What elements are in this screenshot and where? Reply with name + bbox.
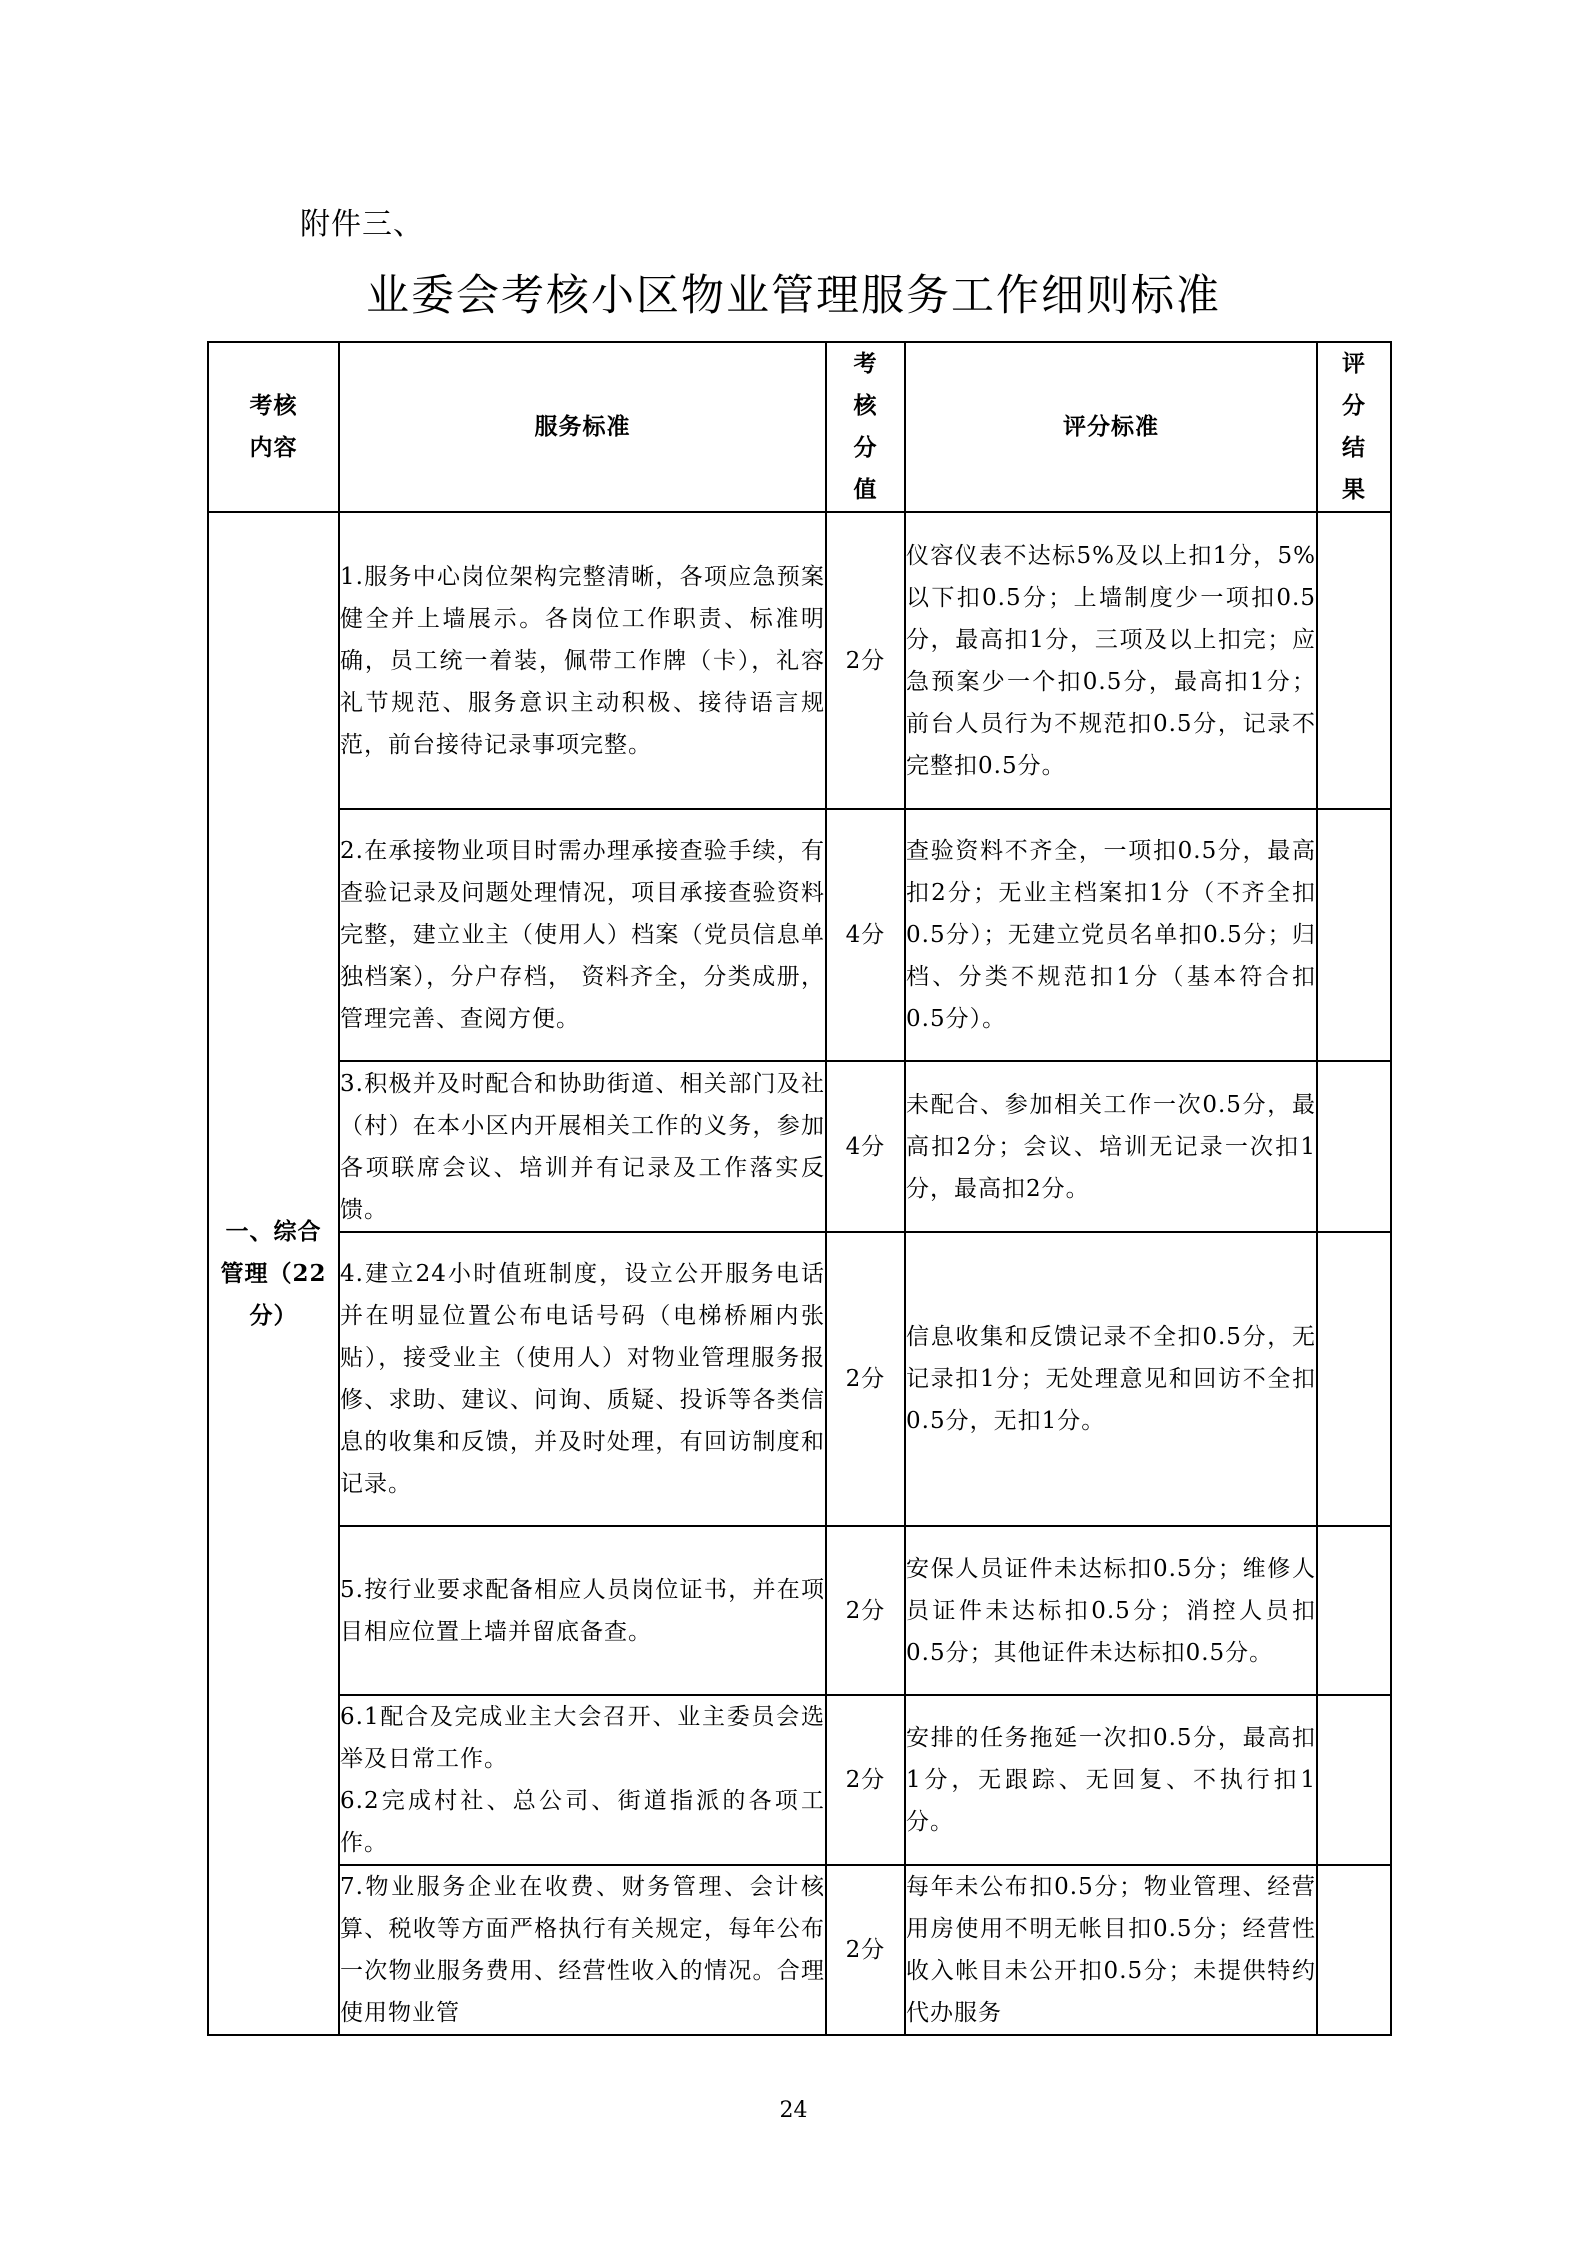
scoring-criteria-cell: 每年未公布扣0.5分；物业管理、经营用房使用不明无帐目扣0.5分；经营性收入帐目未公开扣0.5分；未提供特约代办服务 [905,1865,1317,2035]
scoring-criteria-cell: 安排的任务拖延一次扣0.5分，最高扣1分，无跟踪、无回复、不执行扣1分。 [905,1695,1317,1865]
result-cell [1317,1232,1391,1526]
table-row [208,1526,1391,1695]
scoring-criteria-cell: 仪容仪表不达标5%及以上扣1分，5%以下扣0.5分；上墙制度少一项扣0.5分，最高扣1分，三项及以上扣完；应急预案少一个扣0.5分，最高扣1分；前台人员行为不规范扣0.5分，记录不完整扣0.5分。 [905,512,1317,809]
header-result: 评分结果 [1317,342,1391,512]
service-standard-cell: 2.在承接物业项目时需办理承接查验手续，有查验记录及问题处理情况，项目承接查验资料完整，建立业主（使用人）档案（党员信息单独档案），分户存档， 资料齐全，分类成册，管理完善、查阅方便。 [339,809,826,1061]
header-score: 考核分值 [826,342,905,512]
score-cell: 2分 [826,1865,905,2035]
page-number: 24 [779,2098,808,2123]
score-cell: 2分 [826,512,905,809]
result-cell [1317,1865,1391,2035]
scoring-criteria-cell: 信息收集和反馈记录不全扣0.5分，无记录扣1分；无处理意见和回访不全扣0.5分，无扣1分。 [905,1232,1317,1526]
service-standard-cell: 4.建立24小时值班制度，设立公开服务电话并在明显位置公布电话号码（电梯桥厢内张贴），接受业主（使用人）对物业管理服务报修、求助、建议、问询、质疑、投诉等各类信息的收集和反馈，并及时处理，有回访制度和记录。 [339,1232,826,1526]
table-row [208,512,1391,809]
assessment-table [207,341,1392,2036]
score-cell: 2分 [826,1526,905,1695]
result-cell [1317,1695,1391,1865]
scoring-criteria-cell: 未配合、参加相关工作一次0.5分，最高扣2分；会议、培训无记录一次扣1分，最高扣2分。 [905,1061,1317,1232]
score-cell: 2分 [826,1232,905,1526]
table-row [208,1232,1391,1526]
table-row [208,1865,1391,2035]
header-criteria: 评分标准 [905,342,1317,512]
service-standard-cell: 3.积极并及时配合和协助街道、相关部门及社（村）在本小区内开展相关工作的义务，参加各项联席会议、培训并有记录及工作落实反馈。 [339,1061,826,1232]
result-cell [1317,809,1391,1061]
document-title: 业委会考核小区物业管理服务工作细则标准 [366,271,1221,321]
scoring-criteria-cell: 安保人员证件未达标扣0.5分；维修人员证件未达标扣0.5分；消控人员扣0.5分；其他证件未达标扣0.5分。 [905,1526,1317,1695]
service-standard-cell: 6.1配合及完成业主大会召开、业主委员会选举及日常工作。 6.2完成村社、总公司、街道指派的各项工作。 [339,1695,826,1865]
annex-label: 附件三、 [300,207,424,242]
service-standard-cell: 7.物业服务企业在收费、财务管理、会计核算、税收等方面严格执行有关规定，每年公布一次物业服务费用、经营性收入的情况。合理使用物业管 [339,1865,826,2035]
result-cell [1317,1061,1391,1232]
table-header-row [208,342,1391,512]
category-cell: 一、综合管理（22分） [208,512,339,2035]
service-standard-cell: 1.服务中心岗位架构完整清晰，各项应急预案健全并上墙展示。各岗位工作职责、标准明确，员工统一着装，佩带工作牌（卡），礼容礼节规范、服务意识主动积极、接待语言规范，前台接待记录事项完整。 [339,512,826,809]
score-cell: 4分 [826,809,905,1061]
scoring-criteria-cell: 查验资料不齐全，一项扣0.5分，最高扣2分；无业主档案扣1分（不齐全扣0.5分）；无建立党员名单扣0.5分；归档、分类不规范扣1分（基本符合扣0.5分）。 [905,809,1317,1061]
result-cell [1317,512,1391,809]
table-row [208,1695,1391,1865]
score-cell: 2分 [826,1695,905,1865]
header-content: 考核内容 [208,342,339,512]
table-row [208,1061,1391,1232]
table-row [208,809,1391,1061]
result-cell [1317,1526,1391,1695]
score-cell: 4分 [826,1061,905,1232]
service-standard-cell: 5.按行业要求配备相应人员岗位证书，并在项目相应位置上墙并留底备查。 [339,1526,826,1695]
header-standard: 服务标准 [339,342,826,512]
